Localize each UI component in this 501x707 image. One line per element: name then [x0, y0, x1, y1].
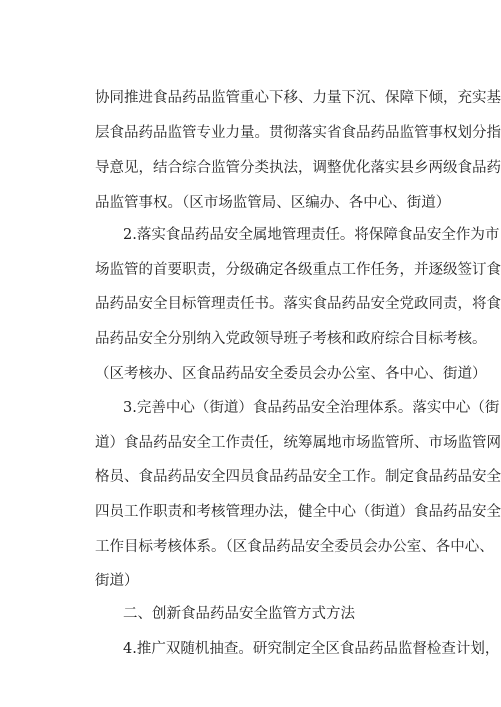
body-line-2: 层食品药品监管专业力量。贯彻落实省食品药品监管事权划分指 [95, 125, 501, 141]
section-heading: 二、创新食品药品安全监管方式方法 [123, 606, 355, 622]
body-line-17: 4.推广双随机抽查。研究制定全区食品药品监督检查计划， [123, 641, 500, 657]
body-line-9: （区考核办、区食品药品安全委员会办公室、各中心、街道） [95, 366, 487, 382]
body-line-11: 道）食品药品安全工作责任，统筹属地市场监管所、市场监管网 [95, 435, 501, 451]
body-line-10: 3.完善中心（街道）食品药品安全治理体系。落实中心（街 [123, 400, 500, 416]
body-line-5: 2.落实食品药品安全属地管理责任。将保障食品安全作为市 [123, 227, 500, 243]
body-line-12: 格员、食品药品安全四员食品药品安全工作。制定食品药品安全 [95, 469, 501, 485]
body-line-13: 四员工作职责和考核管理办法，健全中心（街道）食品药品安全 [95, 504, 501, 520]
body-line-14: 工作目标考核体系。（区食品药品安全委员会办公室、各中心、 [95, 539, 494, 555]
body-line-1: 协同推进食品药品监管重心下移、力量下沉、保障下倾，充实基 [95, 90, 501, 106]
body-line-4: 品监管事权。（区市场监管局、区编办、各中心、街道） [95, 195, 451, 211]
body-line-3: 导意见，结合综合监管分类执法，调整优化落实县乡两级食品药 [95, 160, 501, 176]
body-line-15: 街道） [95, 573, 139, 589]
body-line-7: 品药品安全目标管理责任书。落实食品药品安全党政同责，将食 [95, 296, 501, 312]
body-line-8: 品药品安全分别纳入党政领导班子考核和政府综合目标考核。 [95, 331, 487, 347]
body-line-6: 场监管的首要职责，分级确定各级重点工作任务，并逐级签订食 [95, 262, 501, 278]
